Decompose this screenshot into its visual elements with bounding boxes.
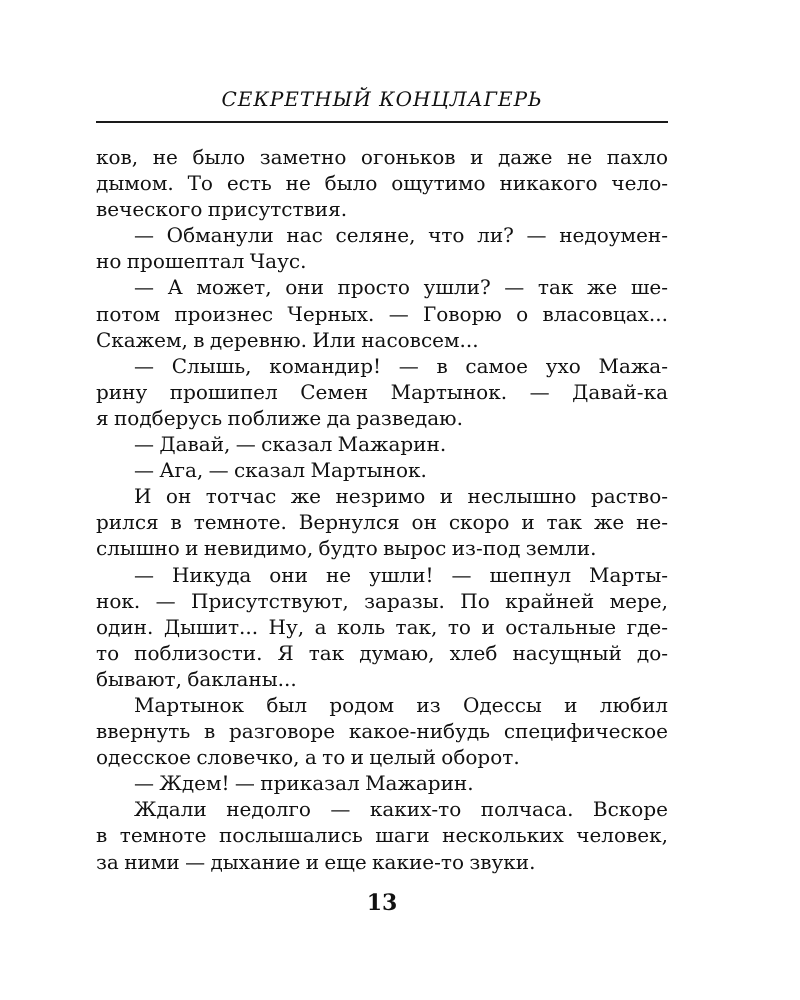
- text-line: нок. — Присутствуют, заразы. По крайней мере,: [96, 588, 668, 613]
- text-line: — Никуда они не ушли! — шепнул Марты-: [134, 562, 668, 587]
- text-line: я подберусь поближе да разведаю.: [96, 405, 463, 430]
- header-rule: [96, 121, 668, 123]
- text-line: но прошептал Чаус.: [96, 249, 307, 274]
- text-line: дымом. То есть не было ощутимо никакого чело-: [96, 171, 668, 196]
- text-line: — Слышь, командир! — в самое ухо Мажа-: [134, 353, 668, 378]
- text-line: бывают, бакланы...: [96, 666, 297, 691]
- text-line: Ждали недолго — каких-то полчаса. Вскоре: [134, 797, 668, 822]
- text-line: веческого присутствия.: [96, 197, 348, 222]
- text-line: потом произнес Черных. — Говорю о власовцах...: [96, 301, 668, 326]
- text-line: И он тотчас же незримо и неслышно раство-: [134, 484, 668, 509]
- text-line: в темноте послышались шаги нескольких человек,: [96, 823, 668, 848]
- text-line: — Ждем! — приказал Мажарин.: [134, 771, 474, 796]
- text-line: слышно и невидимо, будто вырос из-под земли.: [96, 536, 597, 561]
- text-line: — Давай, — сказал Мажарин.: [134, 432, 447, 457]
- text-line: Скажем, в деревню. Или насовсем...: [96, 327, 479, 352]
- text-line: — А может, они просто ушли? — так же ше-: [134, 275, 668, 300]
- text-line: — Ага, — сказал Мартынок.: [134, 458, 427, 483]
- text-line: рину прошипел Семен Мартынок. — Давай-ка: [96, 379, 668, 404]
- running-title: СЕКРЕТНЫЙ КОНЦЛАГЕРЬ: [221, 87, 543, 111]
- text-line: за ними — дыхание и еще какие-то звуки.: [96, 849, 536, 874]
- text-line: — Обманули нас селяне, что ли? — недоумен-: [134, 223, 668, 248]
- text-line: ввернуть в разговоре какое-нибудь специфическое: [96, 719, 668, 744]
- text-line: Мартынок был родом из Одессы и любил: [134, 692, 668, 717]
- page-number: 13: [366, 890, 398, 916]
- text-line: то поблизости. Я так думаю, хлеб насущный до-: [96, 640, 668, 665]
- text-line: одесское словечко, а то и целый оборот.: [96, 745, 520, 770]
- text-line: один. Дышит... Ну, а коль так, то и остальные где-: [96, 614, 668, 639]
- body-text: [96, 144, 668, 875]
- text-line: рился в темноте. Вернулся он скоро и так же не-: [96, 510, 668, 535]
- text-line: ков, не было заметно огоньков и даже не пахло: [96, 145, 668, 169]
